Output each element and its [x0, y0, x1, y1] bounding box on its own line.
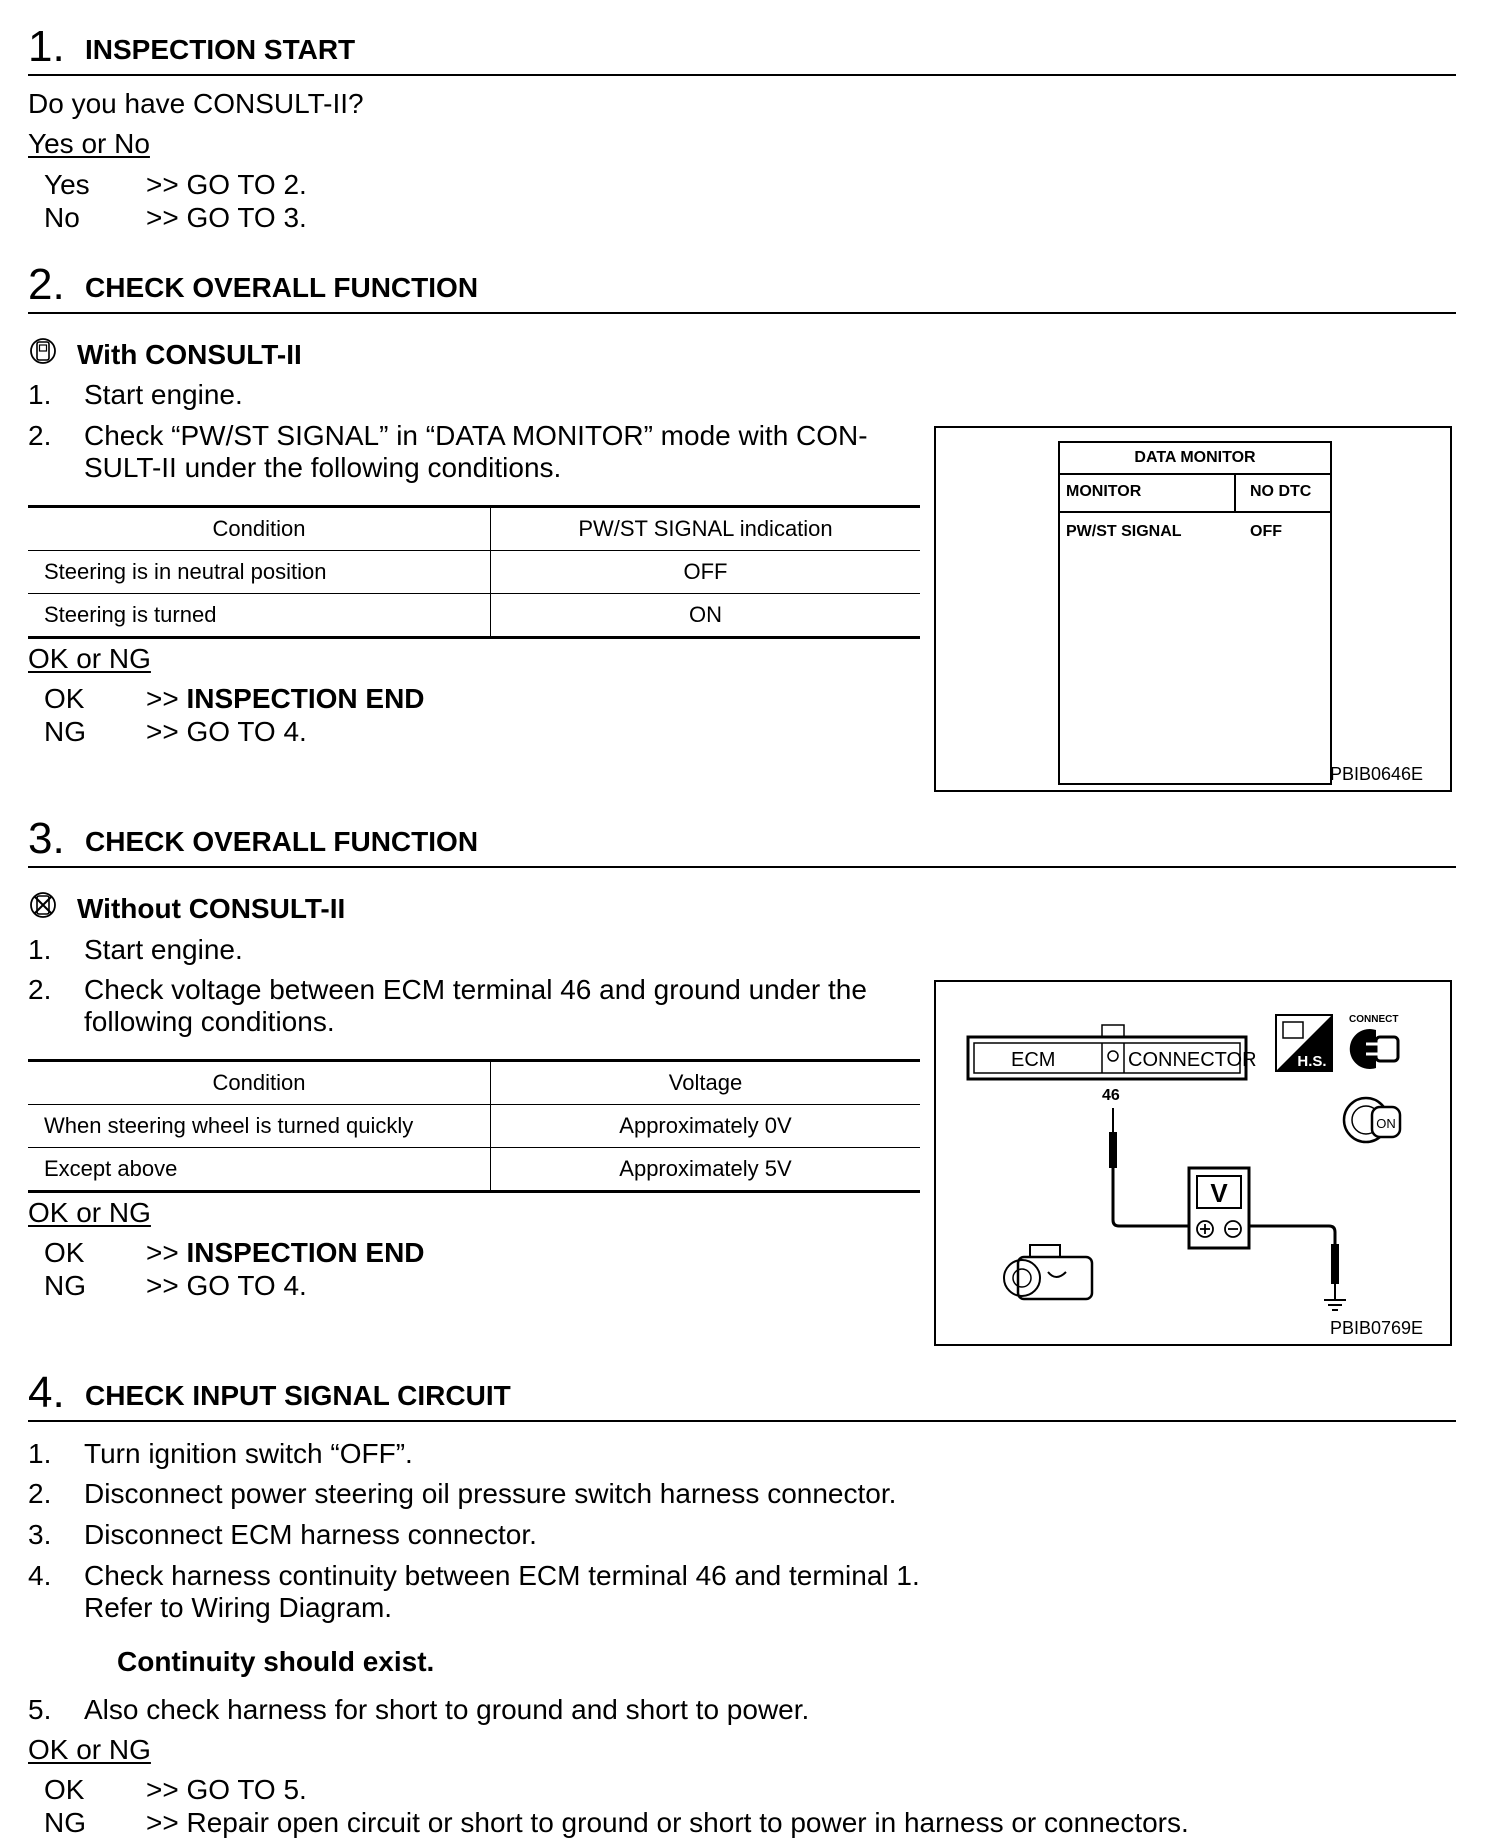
column-header: Voltage	[491, 1061, 921, 1105]
list-item: Also check harness for short to ground and short to power.	[84, 1694, 810, 1725]
answer-label: OK or NG	[28, 1734, 151, 1765]
answer-label: OK or NG	[28, 1197, 151, 1228]
answer-key: OK	[44, 683, 85, 714]
answer-key: OK	[44, 1774, 85, 1805]
condition-table	[28, 505, 920, 639]
list-item-continued: following conditions.	[84, 1006, 335, 1037]
table-cell: Steering is in neutral position	[28, 551, 491, 594]
figure-caption: PBIB0646E	[1330, 764, 1424, 784]
divider	[1060, 473, 1330, 475]
connect-label: CONNECT	[1349, 1014, 1399, 1025]
answer-key: NG	[44, 1270, 86, 1301]
voltmeter-icon	[1189, 1168, 1249, 1248]
ecm-label: ECM	[1011, 1049, 1056, 1071]
terminal-label: 46	[1102, 1087, 1120, 1104]
list-item: Check harness continuity between ECM terminal 46 and terminal 1.	[84, 1560, 920, 1591]
on-label: ON	[1376, 1116, 1396, 1131]
no-consult-icon	[28, 890, 58, 920]
voltage-check-figure	[934, 980, 1452, 1346]
table-row	[28, 1105, 920, 1148]
table-cell: ON	[491, 594, 921, 638]
list-number: 2.	[28, 420, 52, 451]
table-row	[28, 551, 920, 594]
list-number: 2.	[28, 974, 52, 1005]
column-header: Condition	[28, 1061, 491, 1105]
monitor-column-label: MONITOR	[1066, 483, 1142, 500]
list-number: 1.	[28, 379, 52, 410]
step-title: CHECK OVERALL FUNCTION	[85, 272, 479, 303]
connect-icon	[1349, 1014, 1398, 1069]
step-2-header	[28, 260, 1456, 314]
table-cell: Approximately 0V	[491, 1105, 921, 1148]
service-data-icon	[1276, 1015, 1332, 1071]
list-item: Check “PW/ST SIGNAL” in “DATA MONITOR” mode with CON-	[84, 420, 868, 451]
divider	[1234, 473, 1236, 511]
answer-action: >> INSPECTION END	[146, 1237, 425, 1268]
list-item-continued: SULT-II under the following conditions.	[84, 452, 562, 483]
list-number: 4.	[28, 1560, 52, 1591]
circuit-diagram	[936, 982, 1450, 1344]
answer-action: >> Repair open circuit or short to ground or short to power in harness or connectors.	[146, 1807, 1189, 1838]
continuity-note: Continuity should exist.	[117, 1646, 435, 1677]
question: Do you have CONSULT-II?	[28, 88, 364, 119]
ignition-on-icon	[1344, 1098, 1400, 1142]
table-cell: Steering is turned	[28, 594, 491, 638]
answer-action: >> GO TO 4.	[146, 716, 307, 747]
list-number: 5.	[28, 1694, 52, 1725]
table-row	[28, 594, 920, 638]
meter-label: V	[1210, 1178, 1228, 1208]
answer-label: Yes or No	[28, 128, 150, 159]
consult-tester-icon	[28, 336, 58, 366]
step-number: 1.	[28, 22, 65, 71]
answer-action: >> GO TO 5.	[146, 1774, 307, 1805]
list-item: Start engine.	[84, 379, 243, 410]
connector-label: CONNECTOR	[1128, 1049, 1257, 1071]
answer-action: >> GO TO 2.	[146, 169, 307, 200]
table-cell: Except above	[28, 1148, 491, 1192]
ground-icon	[1324, 1300, 1346, 1310]
answer-key: NG	[44, 1807, 86, 1838]
monitor-item: PW/ST SIGNAL	[1066, 523, 1182, 540]
answer-key: No	[44, 202, 80, 233]
figure-caption: PBIB0769E	[1330, 1318, 1424, 1338]
column-header: Condition	[28, 507, 491, 551]
list-item: Check voltage between ECM terminal 46 and ground under the	[84, 974, 867, 1005]
step-number: 4.	[28, 1368, 65, 1417]
step-title: CHECK INPUT SIGNAL CIRCUIT	[85, 1380, 511, 1411]
positive-probe	[1109, 1108, 1189, 1226]
answer-action: >> INSPECTION END	[146, 683, 425, 714]
table-cell: OFF	[491, 551, 921, 594]
step-1-header	[28, 22, 1456, 76]
engine-running-icon	[1004, 1245, 1092, 1299]
step-3-header	[28, 814, 1456, 868]
step-number: 2.	[28, 260, 65, 309]
answer-action: >> GO TO 3.	[146, 202, 307, 233]
list-number: 1.	[28, 1438, 52, 1469]
answer-key: OK	[44, 1237, 85, 1268]
table-cell: When steering wheel is turned quickly	[28, 1105, 491, 1148]
list-number: 3.	[28, 1519, 52, 1550]
list-item: Disconnect ECM harness connector.	[84, 1519, 537, 1550]
no-dtc-label: NO DTC	[1250, 483, 1312, 500]
list-number: 2.	[28, 1478, 52, 1509]
list-item-continued: Refer to Wiring Diagram.	[84, 1592, 393, 1623]
step-title: CHECK OVERALL FUNCTION	[85, 826, 479, 857]
ecm-connector-icon	[968, 1025, 1257, 1104]
step-title: INSPECTION START	[85, 34, 356, 65]
list-item: Disconnect power steering oil pressure switch harness connector.	[84, 1478, 897, 1509]
data-monitor-screen	[1058, 441, 1332, 785]
hs-label: H.S.	[1297, 1053, 1327, 1070]
subhead-without-consult: Without CONSULT-II	[77, 893, 346, 924]
data-monitor-figure	[934, 426, 1452, 792]
step-4-header	[28, 1368, 1456, 1422]
divider	[1060, 511, 1330, 513]
table-cell: Approximately 5V	[491, 1148, 921, 1192]
answer-key: NG	[44, 716, 86, 747]
answer-label: OK or NG	[28, 643, 151, 674]
answer-action: >> GO TO 4.	[146, 1270, 307, 1301]
data-monitor-title: DATA MONITOR	[1134, 449, 1256, 466]
list-item: Turn ignition switch “OFF”.	[84, 1438, 413, 1469]
list-item: Start engine.	[84, 934, 243, 965]
step-number: 3.	[28, 814, 65, 863]
condition-table	[28, 1059, 920, 1193]
answer-key: Yes	[44, 169, 90, 200]
subhead-with-consult: With CONSULT-II	[77, 339, 302, 370]
column-header: PW/ST SIGNAL indication	[491, 507, 921, 551]
monitor-value: OFF	[1250, 523, 1282, 540]
table-row	[28, 1148, 920, 1192]
list-number: 1.	[28, 934, 52, 965]
negative-probe	[1249, 1226, 1339, 1300]
